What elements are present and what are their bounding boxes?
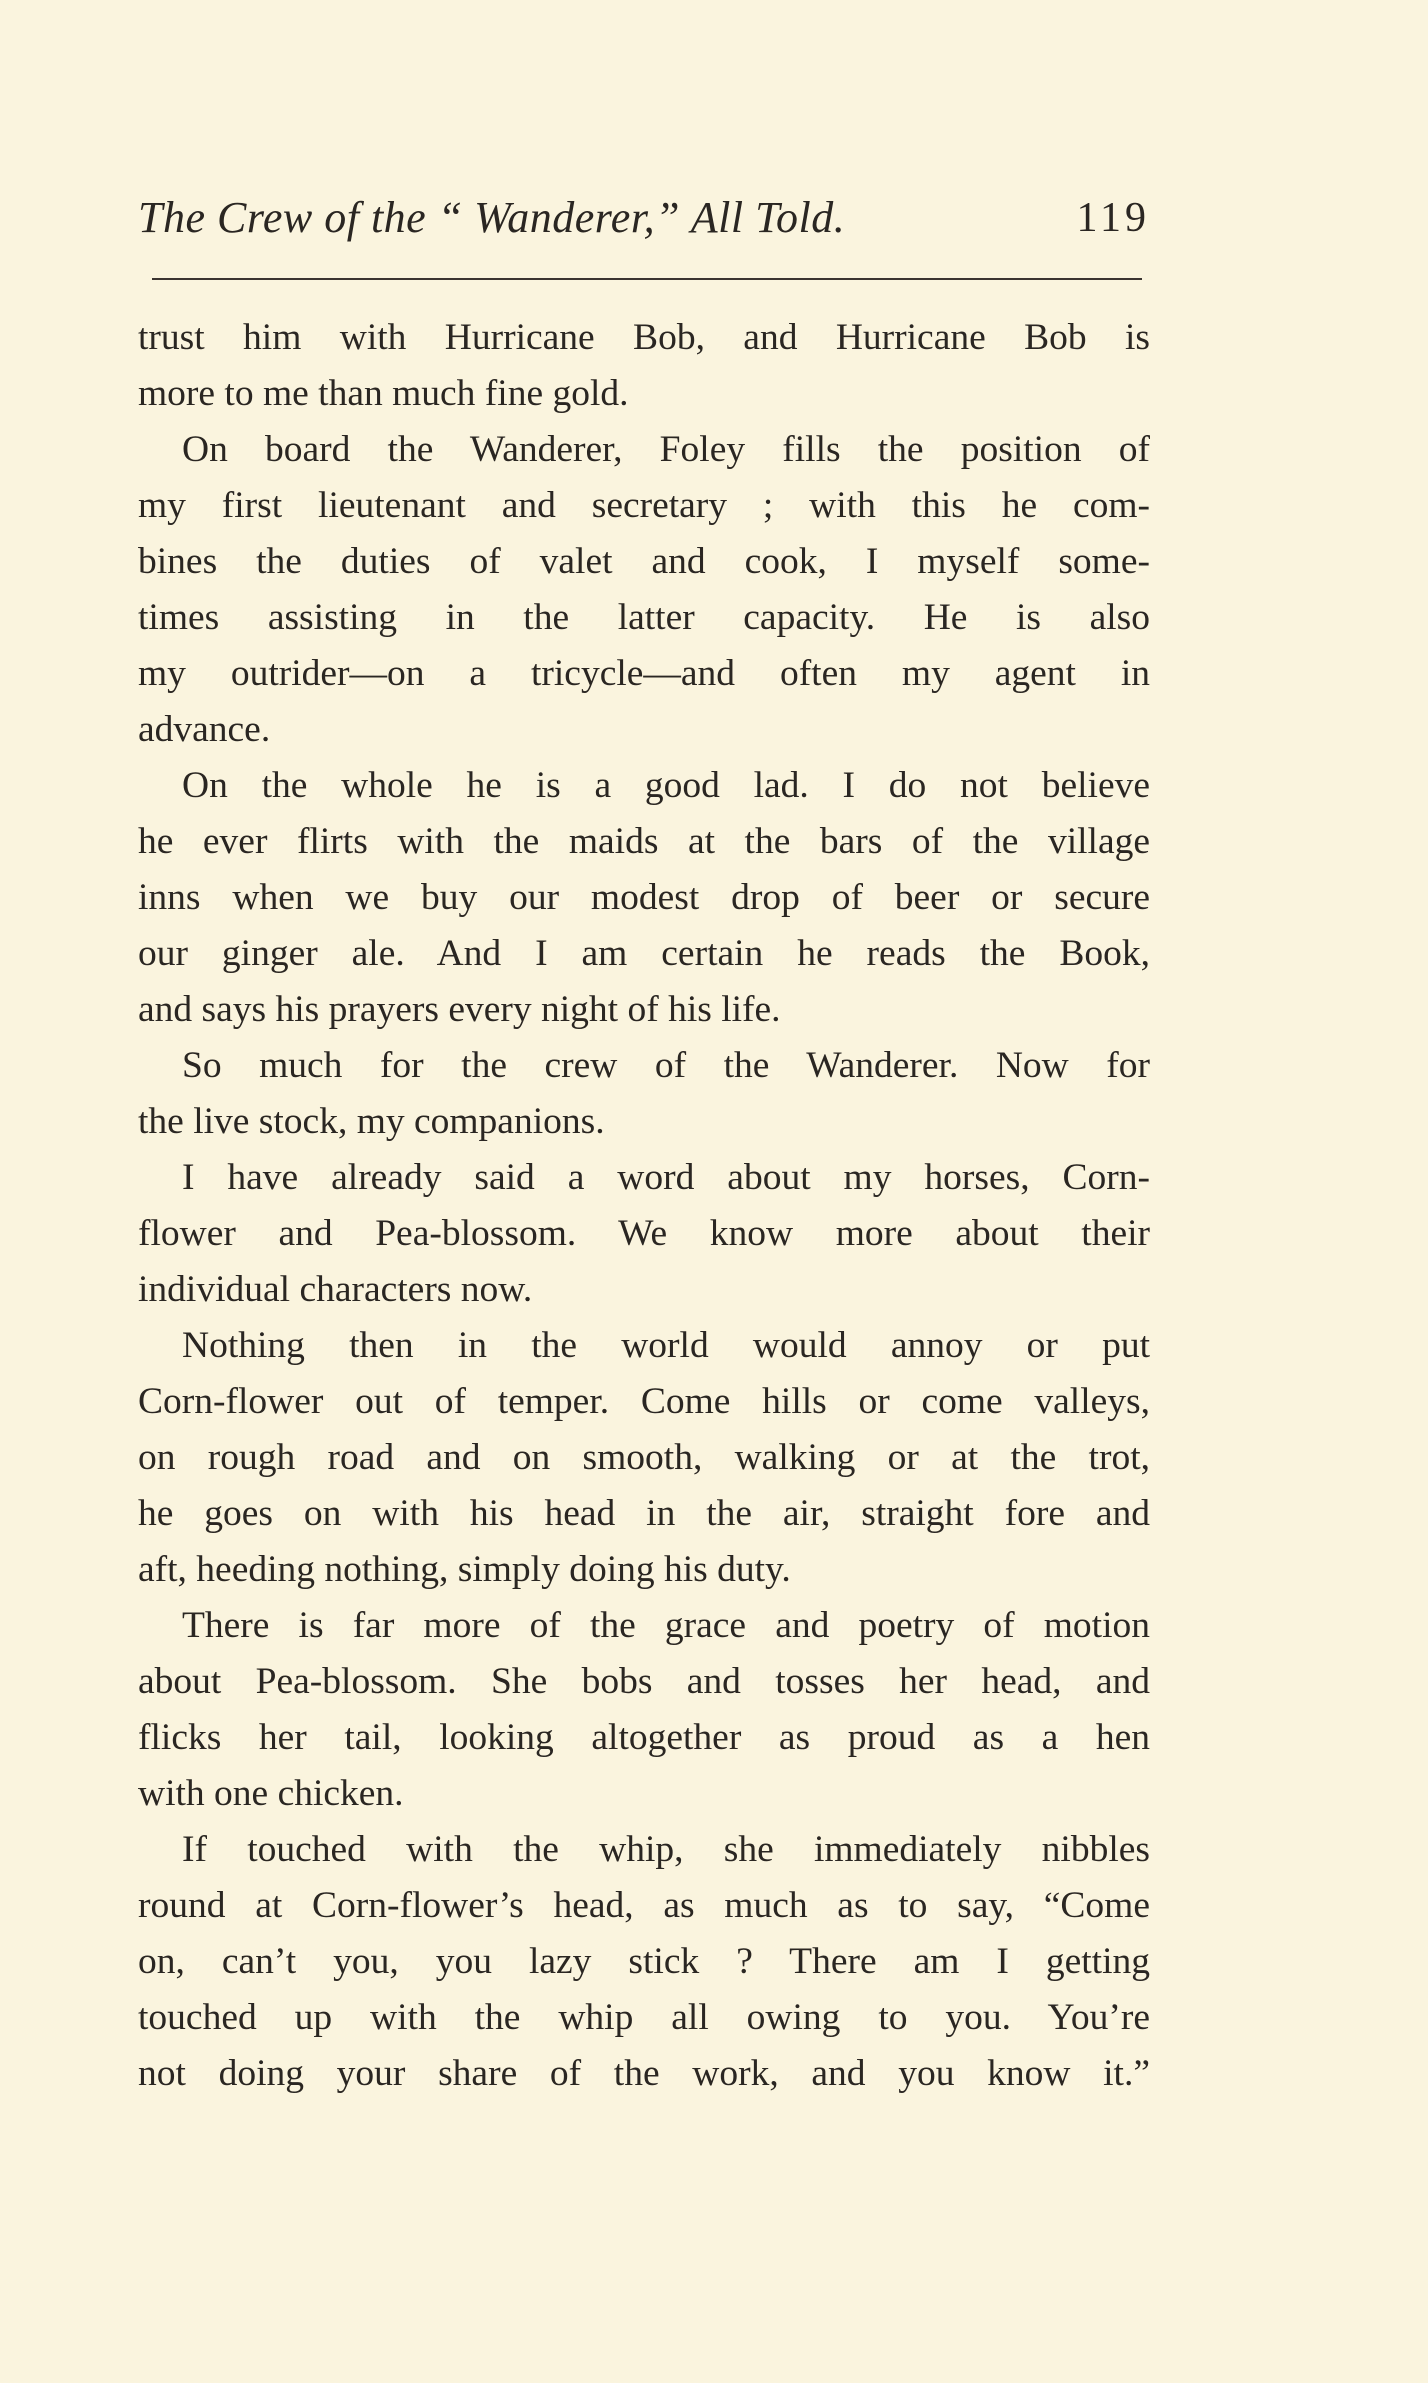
text-line: on, can’t you, you lazy stick ? There am I getting bbox=[138, 1941, 1150, 1982]
text-line: he ever flirts with the maids at the bars of the village bbox=[138, 821, 1150, 862]
text-line: not doing your share of the work, and you know it.” bbox=[138, 2053, 1150, 2094]
running-title: The Crew of the “ Wanderer,” All Told. bbox=[138, 193, 846, 242]
text-line: flower and Pea-blossom. We know more about their bbox=[138, 1213, 1150, 1254]
paragraph bbox=[138, 758, 1150, 1038]
text-line: There is far more of the grace and poetry of motion bbox=[182, 1605, 1150, 1646]
text-line: On board the Wanderer, Foley fills the position of bbox=[182, 429, 1150, 470]
paragraph bbox=[138, 1822, 1150, 2102]
text-line: So much for the crew of the Wanderer. Now for bbox=[182, 1045, 1150, 1086]
text-line: bines the duties of valet and cook, I myself some- bbox=[138, 541, 1150, 582]
text-line: with one chicken. bbox=[138, 1773, 404, 1814]
text-line: flicks her tail, looking altogether as proud as a hen bbox=[138, 1717, 1150, 1758]
paragraph bbox=[138, 1318, 1150, 1598]
page-number: 119 bbox=[1076, 195, 1150, 241]
text-line: round at Corn-flower’s head, as much as to say, “Come bbox=[138, 1885, 1150, 1926]
text-line: Corn-flower out of temper. Come hills or come valleys, bbox=[138, 1381, 1150, 1422]
running-head bbox=[138, 188, 1150, 248]
text-line: my first lieutenant and secretary ; with this he com- bbox=[138, 485, 1150, 526]
text-line: more to me than much fine gold. bbox=[138, 373, 629, 414]
text-line: my outrider—on a tricycle—and often my agent in bbox=[138, 653, 1150, 694]
paragraph bbox=[138, 1598, 1150, 1822]
paragraph bbox=[138, 422, 1150, 758]
text-line: about Pea-blossom. She bobs and tosses her head, and bbox=[138, 1661, 1150, 1702]
paragraph bbox=[138, 310, 1150, 422]
text-line: the live stock, my companions. bbox=[138, 1101, 605, 1142]
text-line: times assisting in the latter capacity. He is also bbox=[138, 597, 1150, 638]
text-line: on rough road and on smooth, walking or at the trot, bbox=[138, 1437, 1150, 1478]
text-line: our ginger ale. And I am certain he reads the Book, bbox=[138, 933, 1150, 974]
text-line: touched up with the whip all owing to you. You’re bbox=[138, 1997, 1150, 2038]
text-line: If touched with the whip, she immediately nibbles bbox=[182, 1829, 1150, 1870]
body-text bbox=[138, 310, 1150, 2102]
text-line: and says his prayers every night of his life. bbox=[138, 989, 781, 1030]
text-line: he goes on with his head in the air, straight fore and bbox=[138, 1493, 1150, 1534]
text-line: On the whole he is a good lad. I do not believe bbox=[182, 765, 1150, 806]
paragraph bbox=[138, 1150, 1150, 1318]
text-line: aft, heeding nothing, simply doing his duty. bbox=[138, 1549, 791, 1590]
text-line: trust him with Hurricane Bob, and Hurricane Bob is bbox=[138, 317, 1150, 358]
text-line: Nothing then in the world would annoy or put bbox=[182, 1325, 1150, 1366]
text-line: advance. bbox=[138, 709, 271, 750]
text-line: individual characters now. bbox=[138, 1269, 533, 1310]
text-line: inns when we buy our modest drop of beer or secure bbox=[138, 877, 1150, 918]
text-line: I have already said a word about my horses, Corn- bbox=[182, 1157, 1150, 1198]
header-rule bbox=[152, 278, 1142, 280]
paragraph bbox=[138, 1038, 1150, 1150]
